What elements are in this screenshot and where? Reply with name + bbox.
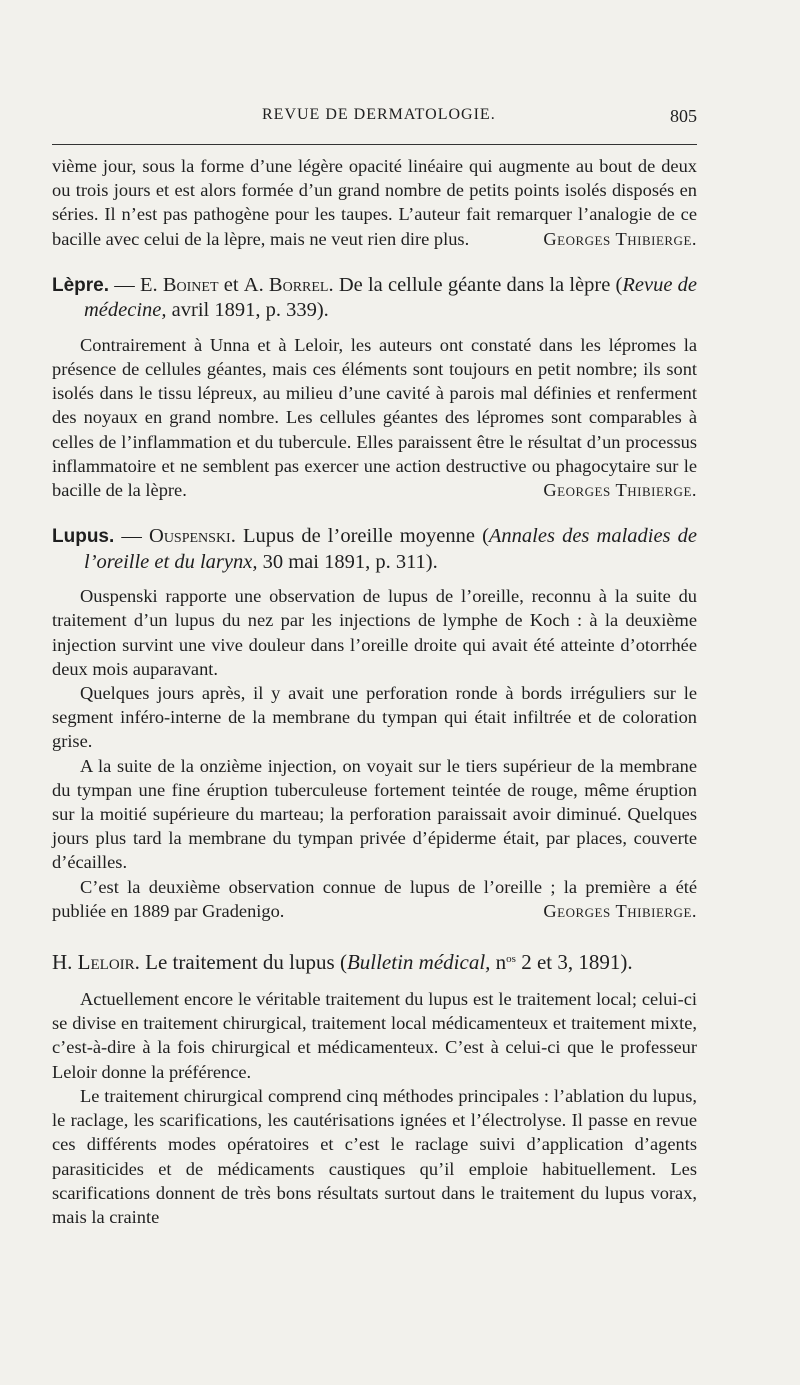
page-number: 805 (670, 106, 697, 126)
rubric-label: Lèpre. (52, 274, 110, 296)
journal-name: Revue de médecine, (84, 273, 698, 322)
entry-heading-lepre (52, 273, 697, 323)
leloir-paragraph: Le traitement chirurgical comprend cinq méthodes principales : l’ablation du lupus, le raclage, les scarifications, les cautérisations ignées et l’électrolyse. Il passe en revue ces différents modes opératoires et c’est le raclage suivi d’application d’agents parasiticides et de médicaments caustiques qu’il emploie habituellement. Les scarifications donnent de très bons résultats surtout dans le traitement du lupus vorax, mais la crainte (52, 1085, 697, 1227)
running-title: REVUE DE DERMATOLOGIE. (262, 106, 496, 123)
citation-superscript: os (506, 953, 516, 966)
journal-name: Bulletin médical, (346, 950, 491, 975)
lupus-paragraph-last (52, 875, 697, 923)
journal-name: Annales des maladies de l’oreille et du larynx, (84, 525, 697, 573)
article-title: Le traitement du lupus ( (139, 950, 347, 975)
article-title: Lupus de l’oreille moyenne ( (235, 525, 489, 548)
article-title: De la cellule géante dans la lèpre ( (333, 273, 623, 296)
entry-heading-lupus (52, 524, 697, 574)
intro-text: vième jour, sous la forme d’une légère opacité linéaire qui augmente au bout de deux ou trois jours et est alors formée d’un grand nombre de petits points isolés disposés en séries. Il n’est pas pathogène pour les taupes. L’auteur fait remarquer l’analogie de ce bacille avec celui de la lèpre, mais ne veut rien dire plus. (52, 156, 697, 249)
signature: Georges Thibierge. (543, 900, 697, 921)
citation: avril 1891, p. 339). (166, 299, 329, 322)
entry-heading-leloir (52, 949, 697, 975)
rubric-label: Lupus. (52, 526, 115, 548)
conjunction: et (218, 273, 244, 296)
dash: — (114, 525, 150, 548)
lepre-paragraph (52, 333, 697, 502)
citation: 30 mai 1891, p. 311). (257, 550, 438, 573)
abstract-text: C’est la deuxième observation connue de lupus de l’oreille ; la première a été publiée en 1889 par Gradenigo. (52, 876, 697, 921)
dash: — (109, 273, 140, 296)
abstract-text: Contrairement à Unna et à Leloir, les auteurs ont constaté dans les lépromes la présence de cellules géantes, mais ces éléments sont toujours en petit nombre; ils sont isolés dans le tissu lépreux, au milieu d’une cavité à parois mal définies et renferment des noyaux en grand nombre. Les cellules géantes des lépromes sont comparables à celles de l’inflammation et du tubercule. Elles paraissent être le résultat d’un processus inflammatoire et ne semblent pas exercer une action destructive ou phagocytaire sur le bacille de la lèpre. (52, 334, 697, 501)
lupus-paragraph: Ouspenski rapporte une observation de lupus de l’oreille, reconnu à la suite du traitement d’un lupus du nez par les injections de lymphe de Koch : à la deuxième injection survint une vive douleur dans l’oreille droite qui avait été atteinte d’otorrhée deux mois auparavant. (52, 586, 697, 679)
lupus-paragraph: A la suite de la onzième injection, on voyait sur le tiers supérieur de la membrane du tympan une fine éruption tuberculeuse fortement teintée de rouge, même éruption sur la moitié supérieure du marteau; la perforation paraissait avoir diminué. Quelques jours plus tard la membrane du tympan privée d’épiderme était, par places, couverte d’écailles. (52, 755, 697, 873)
header-rule (52, 144, 697, 145)
citation-number: n (490, 950, 507, 975)
signature: Georges Thibierge. (543, 480, 697, 501)
author-name: Ouspenski. (149, 525, 236, 548)
running-head (52, 106, 697, 130)
leloir-paragraph: Actuellement encore le véritable traitement du lupus est le traitement local; celui-ci se divise en traitement chirurgical, traitement local médicamenteux et traitement mixte, c’est-à-dire à la fois chirurgical et médicamenteux. C’est à celui-ci que le professeur Leloir donne la préférence. (52, 989, 697, 1082)
author-name: H. Leloir. (52, 950, 140, 975)
lupus-paragraph: Quelques jours après, il y avait une perforation ronde à bords irréguliers sur le segment inféro-interne de la membrane du tympan qui était infiltrée et de coloration grise. (52, 683, 697, 752)
author-name: E. Boinet (139, 273, 219, 296)
author-name: A. Borrel. (243, 273, 334, 296)
signature: Georges Thibierge. (543, 228, 697, 249)
page-content (52, 154, 697, 1229)
intro-paragraph (52, 154, 697, 251)
citation: 2 et 3, 1891). (515, 950, 633, 975)
